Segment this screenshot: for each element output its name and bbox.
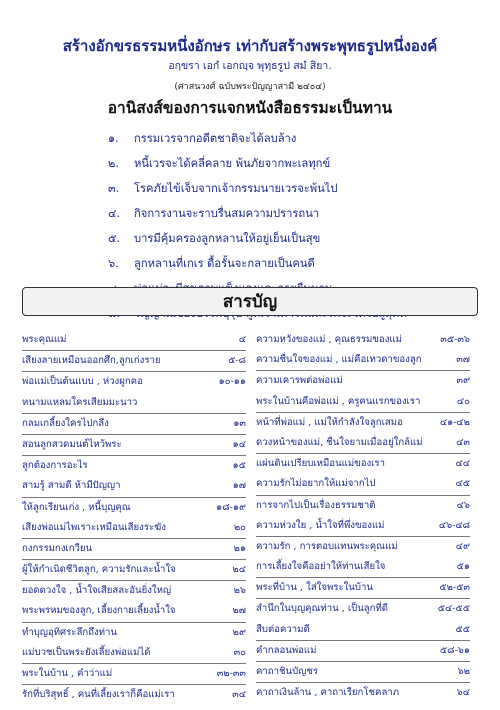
toc-entry-title: แผ่นดินเปรียบเหมือนแม่ของเรา: [256, 458, 385, 470]
toc-entry-title: คาถาชินบัญชร: [256, 666, 318, 677]
toc-entry-page: ๕๔-๕๕: [437, 603, 470, 615]
toc-entry: [22, 498, 246, 518]
toc-entry: [256, 578, 470, 599]
toc-title-bar: [22, 287, 478, 316]
benefit-text: โรคภัยไข้เจ็บจากเจ้ากรรมนายเวรจะพ้นไป: [134, 182, 338, 195]
toc-entry-title: ความห่วงใย , น้ำใจที่พึ่งของแม่: [256, 519, 385, 531]
toc-entry: [22, 456, 246, 476]
toc-entry-title: ความชื่นใจของแม่ , แม่คือเทวดาของลูก: [256, 354, 422, 366]
toc-entry: [256, 599, 470, 619]
benefit-text: กรรมเวรจากอดีตชาติจะได้ลบล้าง: [134, 132, 297, 145]
toc-entry: [256, 641, 470, 662]
benefit-text: หนี้เวรจะได้คลี่คลาย พ้นภัยจากพะเลทุกข์: [134, 157, 331, 170]
toc-entry: [256, 557, 470, 578]
toc-entry-title: ความรัก , การตอบแทนพระคุณแม่: [256, 540, 398, 552]
book-title: สร้างอักขรธรรมหนึ่งอักษร เท่ากับสร้างพระพุทธรูปหนึ่งองค์: [62, 37, 438, 55]
benefit-item: [108, 151, 407, 176]
toc-entry-title: กลมเกลี้ยงใครไปกลึง: [22, 417, 109, 429]
toc-entry-page: ๕๒-๕๓: [439, 582, 470, 594]
toc-entry: [22, 664, 246, 685]
toc-entry-title: เสียงลายเหมือนออกศึก,ลูกเก่งราย: [22, 355, 161, 367]
toc-entry: [256, 516, 470, 537]
toc-entry-page: ๔๖: [456, 499, 470, 511]
benefit-number: ๕.: [108, 232, 121, 245]
toc-entry-title: ความเคารพต่อพ่อแม่: [256, 375, 343, 387]
benefit-text: บารมีคุ้มครองลูกหลานให้อยู่เย็นเป็นสุข: [134, 232, 321, 245]
toc-entry-page: ๑๕: [232, 460, 246, 472]
toc-entry-title: เสียงพ่อแม่ไพเราะเหมือนเสียงระฆัง: [22, 521, 166, 533]
toc-entry: [22, 581, 246, 601]
toc-entry: [22, 414, 246, 435]
toc-entry: [256, 433, 470, 454]
toc-entry-title: แม่บวชเป็นพระยังเลี้ยงพ่อแม่ได้: [22, 646, 151, 658]
toc-entry: [256, 662, 470, 683]
toc-entry-page: ๕-๘: [228, 355, 246, 367]
toc-entry-title: คำกลอนพ่อแม่: [256, 644, 317, 656]
toc-entry: [22, 623, 246, 643]
benefit-number: ๓.: [108, 182, 120, 195]
toc-entry-title: ยอดดวงใจ , น้ำใจเสียสละอันยิ่งใหญ่: [22, 585, 172, 597]
toc-entry-title: พระคุณแม่: [22, 334, 67, 345]
toc-entry-page: ๔๕: [455, 478, 470, 490]
toc-entry-page: ๔๓: [456, 436, 470, 448]
toc-entry: [256, 620, 470, 641]
toc-entry-title: พระที่บ้าน , ใส่ใจพระในบ้าน: [256, 582, 373, 594]
toc-entry-title: หนามแหลมใครเสียมมะนาว: [22, 396, 138, 408]
toc-entry-page: ๓๙: [456, 375, 470, 387]
toc-entry-page: ๓๒-๓๓: [216, 668, 246, 679]
toc-entry-title: ดวงหน้าของแม่, ชื่นใจยามเมื่ออยู่ใกล้แม่: [256, 436, 423, 448]
benefit-item: [108, 126, 407, 151]
toc-entry: [256, 496, 470, 516]
toc-entry-title: ความหวังของแม่ , คุณธรรมของแม่: [256, 334, 402, 345]
toc-entry-page: ๒๗: [232, 605, 246, 617]
toc-entry: [256, 413, 470, 433]
toc-entry-title: พระพรหมของลูก, เลี้ยงกายเลี้ยงน้ำใจ: [22, 605, 176, 617]
toc-entry-page: ๔๑-๔๒: [439, 416, 470, 428]
toc-entry-page: ๔: [238, 334, 246, 345]
toc-entry-page: ๒๙: [232, 626, 246, 638]
toc-entry-page: ๓๐: [233, 646, 246, 658]
toc-entry-title: สืบต่อความดี: [256, 623, 310, 635]
benefit-item: [108, 226, 407, 251]
toc-entry-title: ให้ลูกเรียนเก่ง , หนี้บุญคุณ: [22, 501, 131, 513]
toc-entry-title: ลูกต้องการอะไร: [22, 460, 88, 472]
pali-subtitle: อกฺขรา เอกํ เอกญฺจ พุทฺธรูป สมํ สิยา.: [168, 60, 332, 72]
toc-entry-page: ๓๗: [456, 354, 470, 366]
toc-entry-page: ๕๘-๖๑: [439, 644, 470, 656]
toc-entry-page: ๑๘-๑๙: [216, 501, 246, 513]
toc-entry: [22, 643, 246, 664]
toc-entry-title: การจากไปเป็นเรื่องธรรมชาติ: [256, 499, 376, 511]
toc-entry-title: สอนลูกสวดมนต์ไหว้พระ: [22, 438, 122, 450]
toc-entry: [22, 560, 246, 581]
toc-entry: [256, 537, 470, 557]
toc-entry-page: ๔๙: [455, 540, 470, 552]
toc-entry-title: พระในบ้าน , คำว่าแม่: [22, 668, 113, 679]
toc-entry-title: กงกรรมกงเกวียน: [22, 542, 93, 554]
benefits-heading: อานิสงส์ของการแจกหนังสือธรรมะเป็นทาน: [107, 98, 393, 117]
toc-entry-title: หน้าที่พ่อแม่ , แม่ให้กำลังใจลูกเสมอ: [256, 416, 403, 428]
toc-entry: [22, 601, 246, 622]
toc-entry-title: ความรักไม่อยากให้แม่จากไป: [256, 478, 376, 490]
toc-entry-page: ๒๔: [232, 564, 246, 576]
benefit-item: [108, 201, 407, 226]
toc-entry-page: ๒๖: [233, 585, 246, 597]
toc-entry: [256, 474, 470, 495]
toc-entry: [22, 685, 246, 705]
benefit-item: [108, 176, 407, 201]
toc-left-column: [22, 330, 246, 705]
toc-entry-title: พ่อแม่เป็นต้นแบบ , ห่วงผูกคอ: [22, 376, 143, 388]
toc-entry-page: ๑๓: [233, 417, 246, 429]
toc-entry-page: ๖๒: [457, 666, 470, 677]
toc-entry: [22, 330, 246, 351]
toc-entry: [256, 392, 470, 413]
toc-entry-title: ผู้ให้กำเนิดชีวิตลูก, ความรักและน้ำใจ: [22, 564, 176, 576]
source-reference: (ศาสนวงศ์ ฉบับพระปัญญาสามี ๒๔๐๔): [174, 82, 326, 92]
toc-entry: [256, 371, 470, 391]
toc-entry-page: ๔๐: [456, 395, 470, 407]
benefit-number: ๖.: [108, 257, 119, 270]
toc-entry: [22, 539, 246, 560]
toc-entry-page: ๓๔: [232, 689, 246, 701]
toc-entry-title: สำนึกในบุญคุณท่าน , เป็นลูกที่ดี: [256, 603, 389, 615]
toc-entry-title: สามรู้ สามดี ห้ามีปัญญา: [22, 480, 121, 492]
toc-entry: [256, 350, 470, 371]
toc-entry-title: พระในบ้านคือพ่อแม่ , ครูคนแรกของเรา: [256, 395, 421, 407]
toc-entry-title: การเลี้ยงใจคืออย่าให้ท่านเสียใจ: [256, 561, 386, 573]
toc-title: สารบัญ: [222, 292, 278, 312]
toc-entry: [22, 476, 246, 497]
toc-entry-page: ๑๔: [232, 438, 246, 450]
toc-entry-page: ๓๕-๓๖: [440, 334, 470, 345]
toc-entry-page: ๑๐-๑๑: [218, 376, 246, 388]
toc-entry-title: รักที่บริสุทธิ์ , คนที่เลี้ยงเราก็คือแม่เรา: [22, 689, 175, 701]
toc-entry-page: ๔๖-๔๘: [438, 519, 470, 531]
toc-entry: [22, 435, 246, 456]
toc-right-column: [256, 330, 470, 703]
benefit-number: ๑.: [108, 132, 119, 145]
toc-entry: [22, 351, 246, 372]
toc-entry-page: ๒๐: [233, 521, 246, 533]
toc-entry-page: ๕๕: [455, 623, 470, 635]
toc-entry-page: ๒๑: [233, 542, 246, 554]
benefit-item: [108, 251, 407, 276]
benefit-number: ๒.: [108, 157, 119, 170]
toc-entry-page: ๑๗: [232, 480, 246, 492]
toc-entry-page: ๕๑: [456, 561, 470, 573]
toc-entry: [256, 454, 470, 474]
toc-entry-title: คาถาเงินล้าน , คาถาเรียกโชคลาภ: [256, 687, 400, 699]
benefit-number: ๔.: [108, 207, 121, 220]
toc-entry: [256, 330, 470, 350]
toc-entry: [22, 372, 246, 392]
benefit-text: ลูกหลานที่เกเร ดื้อรั้นจะกลายเป็นคนดี: [134, 257, 315, 270]
toc-entry-page: ๖๔: [456, 687, 470, 699]
benefit-text: กิจการงานจะราบรื่นสมความปรารถนา: [134, 207, 320, 220]
toc-entry: [22, 393, 246, 414]
toc-entry: [256, 683, 470, 703]
toc-entry-title: ทำบุญอุทิศระลึกถึงท่าน: [22, 626, 117, 638]
toc-entry: [22, 518, 246, 539]
toc-entry-page: ๔๔: [455, 458, 470, 470]
